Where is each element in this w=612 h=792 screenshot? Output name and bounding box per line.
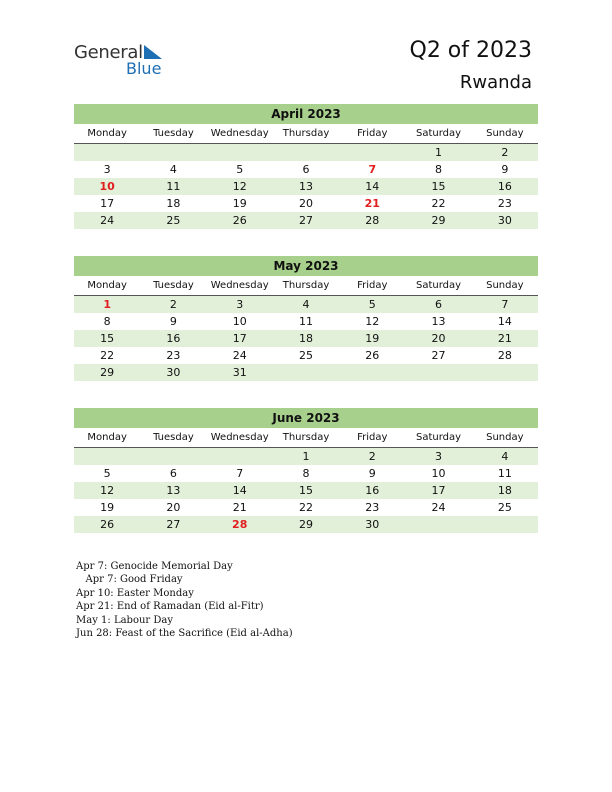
day-cell: 12 — [232, 180, 247, 193]
day-cell: 5 — [368, 298, 376, 311]
brand-logo — [74, 40, 184, 80]
day-cell: 31 — [232, 366, 247, 379]
holiday-entry: Apr 10: Easter Monday — [76, 587, 194, 599]
day-cell — [273, 144, 339, 161]
day-cell: 4 — [302, 298, 310, 311]
day-cell: 4 — [169, 163, 177, 176]
day-cell — [472, 516, 538, 533]
week-row — [74, 499, 538, 516]
day-cell: 21 — [497, 332, 512, 345]
day-cell: 30 — [365, 518, 380, 531]
country-name: Rwanda — [459, 72, 532, 93]
holiday-list — [76, 560, 293, 640]
weekday-label: Friday — [357, 128, 388, 139]
day-cell: 29 — [100, 366, 115, 379]
day-cell: 30 — [497, 214, 512, 227]
day-cell: 24 — [431, 501, 446, 514]
day-cell: 25 — [166, 214, 181, 227]
day-cell: 20 — [431, 332, 446, 345]
day-cell: 17 — [431, 484, 446, 497]
day-cell: 28 — [232, 518, 248, 531]
weekday-label: Wednesday — [210, 280, 269, 291]
holiday-entry: May 1: Labour Day — [76, 614, 173, 626]
day-cell: 22 — [100, 349, 115, 362]
weekday-label: Monday — [87, 128, 127, 139]
day-cell: 2 — [501, 146, 509, 159]
day-cell — [405, 516, 471, 533]
day-cell: 18 — [497, 484, 512, 497]
day-cell: 17 — [100, 197, 115, 210]
day-cell: 6 — [302, 163, 310, 176]
logo-blue-text: Blue — [126, 59, 162, 78]
day-cell — [405, 364, 471, 381]
week-row — [74, 296, 538, 313]
weekday-label: Saturday — [416, 128, 462, 139]
weekday-header-row — [74, 276, 538, 296]
day-cell: 16 — [365, 484, 380, 497]
weekday-header-row — [74, 428, 538, 448]
day-cell — [74, 448, 140, 465]
day-cell: 13 — [431, 315, 446, 328]
day-cell: 2 — [368, 450, 376, 463]
day-cell: 26 — [365, 349, 380, 362]
month-april — [74, 104, 538, 229]
day-cell: 3 — [435, 450, 443, 463]
day-cell: 8 — [103, 315, 111, 328]
weekday-header-row — [74, 124, 538, 144]
day-cell: 12 — [100, 484, 115, 497]
weekday-label: Saturday — [416, 432, 462, 443]
week-row — [74, 313, 538, 330]
day-cell — [472, 364, 538, 381]
day-cell: 24 — [232, 349, 247, 362]
day-cell: 19 — [365, 332, 380, 345]
weekday-label: Monday — [87, 280, 127, 291]
day-cell: 23 — [365, 501, 380, 514]
day-cell: 5 — [236, 163, 244, 176]
week-row — [74, 364, 538, 381]
weekday-label: Sunday — [486, 280, 524, 291]
day-cell: 20 — [298, 197, 313, 210]
weekday-label: Sunday — [486, 128, 524, 139]
logo-triangle-icon — [142, 44, 164, 60]
week-row — [74, 212, 538, 229]
day-cell: 17 — [232, 332, 247, 345]
day-cell — [339, 144, 405, 161]
day-cell: 14 — [232, 484, 247, 497]
day-cell: 7 — [368, 163, 377, 176]
day-cell — [74, 144, 140, 161]
day-cell: 22 — [431, 197, 446, 210]
day-cell: 6 — [435, 298, 443, 311]
week-row — [74, 144, 538, 161]
day-cell: 27 — [298, 214, 313, 227]
day-cell: 10 — [99, 180, 115, 193]
weekday-label: Tuesday — [153, 280, 194, 291]
day-cell: 11 — [298, 315, 313, 328]
day-cell: 25 — [497, 501, 512, 514]
day-cell: 11 — [497, 467, 512, 480]
day-cell: 20 — [166, 501, 181, 514]
day-cell: 15 — [100, 332, 115, 345]
day-cell: 14 — [365, 180, 380, 193]
day-cell: 21 — [364, 197, 380, 210]
day-cell: 28 — [497, 349, 512, 362]
day-cell: 7 — [236, 467, 244, 480]
day-cell — [339, 364, 405, 381]
day-cell: 4 — [501, 450, 509, 463]
day-cell: 23 — [497, 197, 512, 210]
day-cell — [207, 144, 273, 161]
week-row — [74, 178, 538, 195]
holiday-entry: Apr 21: End of Ramadan (Eid al-Fitr) — [76, 601, 264, 613]
day-cell: 9 — [368, 467, 376, 480]
day-cell: 27 — [431, 349, 446, 362]
day-cell: 7 — [501, 298, 509, 311]
week-row — [74, 465, 538, 482]
week-row — [74, 195, 538, 212]
day-cell: 8 — [435, 163, 443, 176]
day-cell — [273, 364, 339, 381]
holiday-entry: Apr 7: Good Friday — [76, 574, 183, 586]
day-cell: 26 — [100, 518, 115, 531]
logo-general-text: General — [74, 42, 143, 63]
holiday-entry: Apr 7: Genocide Memorial Day — [76, 561, 233, 572]
month-header: June 2023 — [74, 408, 538, 428]
day-cell: 1 — [103, 298, 111, 311]
page-title: Q2 of 2023 — [409, 38, 532, 63]
month-header: April 2023 — [74, 104, 538, 124]
week-row — [74, 330, 538, 347]
day-cell: 9 — [169, 315, 177, 328]
day-cell — [207, 448, 273, 465]
weekday-label: Wednesday — [210, 432, 269, 443]
holiday-entry: Jun 28: Feast of the Sacrifice (Eid al-Adha) — [76, 628, 293, 640]
day-cell: 21 — [232, 501, 247, 514]
day-cell: 3 — [236, 298, 244, 311]
week-row — [74, 161, 538, 178]
day-cell: 13 — [298, 180, 313, 193]
day-cell: 9 — [501, 163, 509, 176]
day-cell: 19 — [232, 197, 247, 210]
day-cell: 2 — [169, 298, 177, 311]
day-cell: 26 — [232, 214, 247, 227]
day-cell: 10 — [431, 467, 446, 480]
day-cell: 19 — [100, 501, 115, 514]
day-cell: 16 — [166, 332, 181, 345]
day-cell: 18 — [298, 332, 313, 345]
weekday-label: Sunday — [486, 432, 524, 443]
day-cell: 11 — [166, 180, 181, 193]
day-cell: 25 — [298, 349, 313, 362]
day-cell: 15 — [298, 484, 313, 497]
day-cell — [140, 448, 206, 465]
weekday-label: Tuesday — [153, 128, 194, 139]
day-cell: 16 — [497, 180, 512, 193]
weekday-label: Friday — [357, 432, 388, 443]
weekday-label: Thursday — [282, 280, 330, 291]
month-june — [74, 408, 538, 533]
week-row — [74, 482, 538, 499]
weekday-label: Thursday — [282, 432, 330, 443]
weekday-label: Monday — [87, 432, 127, 443]
weekday-label: Thursday — [282, 128, 330, 139]
day-cell: 23 — [166, 349, 181, 362]
day-cell: 12 — [365, 315, 380, 328]
day-cell: 28 — [365, 214, 380, 227]
day-cell — [140, 144, 206, 161]
day-cell: 29 — [298, 518, 313, 531]
day-cell: 22 — [298, 501, 313, 514]
weekday-label: Tuesday — [153, 432, 194, 443]
day-cell: 15 — [431, 180, 446, 193]
weekday-label: Saturday — [416, 280, 462, 291]
month-may — [74, 256, 538, 381]
weekday-label: Friday — [357, 280, 388, 291]
weekday-label: Wednesday — [210, 128, 269, 139]
day-cell: 10 — [232, 315, 247, 328]
day-cell: 5 — [103, 467, 111, 480]
day-cell: 14 — [497, 315, 512, 328]
day-cell: 30 — [166, 366, 181, 379]
month-header: May 2023 — [74, 256, 538, 276]
day-cell: 13 — [166, 484, 181, 497]
day-cell: 18 — [166, 197, 181, 210]
week-row — [74, 448, 538, 465]
week-row — [74, 516, 538, 533]
day-cell: 1 — [435, 146, 443, 159]
week-row — [74, 347, 538, 364]
day-cell: 6 — [169, 467, 177, 480]
day-cell: 1 — [302, 450, 310, 463]
day-cell: 27 — [166, 518, 181, 531]
day-cell: 29 — [431, 214, 446, 227]
day-cell: 3 — [103, 163, 111, 176]
day-cell: 8 — [302, 467, 310, 480]
day-cell: 24 — [100, 214, 115, 227]
